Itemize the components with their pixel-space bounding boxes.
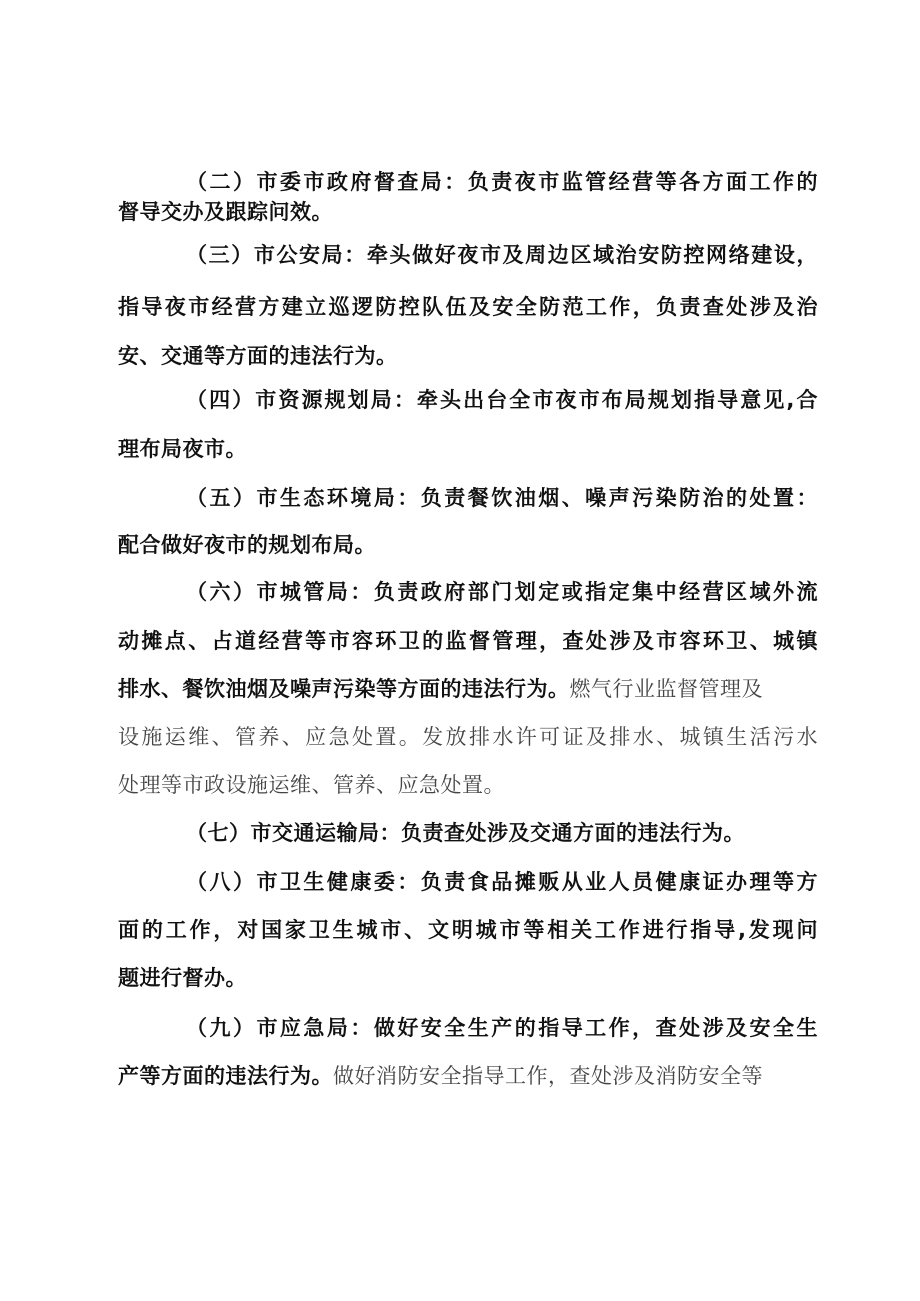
- paragraph-6-line-4: 设施运维、管养、应急处置。发放排水许可证及排水、城镇生活污水: [118, 725, 818, 749]
- paragraph-4-line-2: 理布局夜市。: [118, 437, 247, 461]
- paragraph-8-line-1: （八）市卫生健康委：负责食品摊贩从业人员健康证办理等方: [186, 870, 818, 894]
- paragraph-8-line-3: 题进行督办。: [118, 966, 247, 990]
- paragraph-9-line-1: （九）市应急局：做好安全生产的指导工作，查处涉及安全生: [186, 1016, 818, 1040]
- paragraph-3-line-1: （三）市公安局：牵头做好夜市及周边区域治安防控网络建设，: [186, 243, 818, 267]
- paragraph-3-line-2: 指导夜市经营方建立巡逻防控队伍及安全防范工作，负责查处涉及治: [118, 295, 818, 319]
- paragraph-6-line-3: 排水、餐饮油烟及噪声污染等方面的违法行为。燃气行业监督管理及: [118, 677, 763, 701]
- paragraph-5-line-2: 配合做好夜市的规划布局。: [118, 533, 376, 557]
- paragraph-9-line-2: 产等方面的违法行为。做好消防安全指导工作，查处涉及消防安全等: [118, 1064, 763, 1088]
- paragraph-5-line-1: （五）市生态环境局：负责餐饮油烟、噪声污染防治的处置：: [186, 486, 818, 510]
- paragraph-6-line-2: 动摊点、占道经营等市容环卫的监督管理，查处涉及市容环卫、城镇: [118, 629, 818, 653]
- paragraph-8-line-2: 面的工作，对国家卫生城市、文明城市等相关工作进行指导,发现问: [118, 918, 818, 942]
- paragraph-2-line-1: （二）市委市政府督查局：负责夜市监管经营等各方面工作的: [186, 170, 818, 194]
- paragraph-6-line-1: （六）市城管局：负责政府部门划定或指定集中经营区域外流: [186, 580, 818, 604]
- paragraph-6-line-5: 处理等市政设施运维、管养、应急处置。: [118, 773, 505, 797]
- paragraph-3-line-3: 安、交通等方面的违法行为。: [118, 344, 398, 368]
- paragraph-7-line-1: （七）市交通运输局：负责查处涉及交通方面的违法行为。: [186, 821, 745, 845]
- paragraph-2-line-2: 督导交办及跟踪问效。: [118, 200, 333, 224]
- paragraph-4-line-1: （四）市资源规划局：牵头出台全市夜市布局规划指导意见,合: [186, 388, 818, 412]
